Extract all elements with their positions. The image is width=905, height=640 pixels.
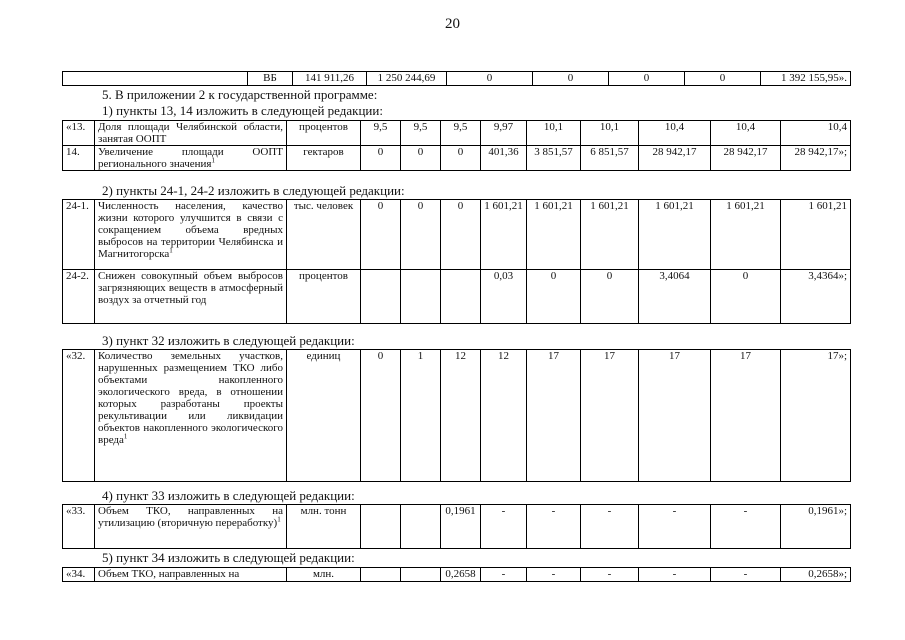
value-cell (527, 146, 581, 171)
unit-cell-text: тыс. человек (293, 200, 354, 212)
indicator-name (95, 121, 287, 146)
value-cell-text: 17»; (827, 350, 847, 362)
value-cell (639, 146, 711, 171)
value-cell (481, 146, 527, 171)
value-cell-text: 17 (604, 350, 615, 362)
value-cell (441, 350, 481, 482)
value-cell-text: 9,5 (413, 121, 428, 133)
indicator-name-text: Количество земельных участков, нарушенных размещением ТКО либо объектами накопленного экологического вреда, в отношении которых разработаны проекты рекультивации или ликвидации объектов накопленного экологического вреда (98, 350, 283, 446)
value-cell-text: 17 (669, 350, 680, 362)
table-row (63, 270, 851, 324)
value-cell-text: 0 (417, 200, 424, 212)
value-cell (527, 270, 581, 324)
unit-cell (287, 200, 361, 270)
value-cell-text: 0 (742, 270, 749, 282)
value-cell-text: 12 (455, 350, 466, 362)
indicator-name (95, 350, 287, 482)
value-cell (441, 270, 481, 324)
unit-cell (287, 121, 361, 146)
value-cell-text: 3,4364»; (808, 270, 847, 282)
value-cell (481, 270, 527, 324)
value-cell-text: 17 (548, 350, 559, 362)
value-cell-text: 0 (377, 146, 384, 158)
value-cell-text: 17 (740, 350, 751, 362)
table-item-34 (62, 567, 851, 582)
value-cell-text: 0,2658 (445, 568, 476, 580)
indicator-name (95, 505, 287, 549)
value-cell-text: 6 851,57 (590, 146, 629, 158)
value-cell (481, 200, 527, 270)
value-cell (527, 350, 581, 482)
table-cell: 0 (447, 72, 533, 86)
table-continuation (62, 71, 851, 86)
amendment-item-1: 1) пункты 13, 14 изложить в следующей редакции: (102, 103, 383, 118)
value-cell-text: - (743, 505, 748, 517)
value-cell-text: 1 601,21 (534, 200, 573, 212)
value-cell (361, 121, 401, 146)
value-cell (441, 121, 481, 146)
unit-cell (287, 350, 361, 482)
value-cell (441, 568, 481, 582)
value-cell-text: 0,1961 (445, 505, 476, 517)
value-cell-text: 28 942,17 (723, 146, 768, 158)
value-cell (481, 121, 527, 146)
value-cell-text: 0 (377, 200, 384, 212)
value-cell-text: 1 601,21 (590, 200, 629, 212)
footnote-mark: 1 (211, 156, 215, 165)
value-cell (581, 270, 639, 324)
table-cell: 0 (685, 72, 761, 86)
unit-cell-text: млн. тонн (300, 505, 347, 517)
table-cell: 1 250 244,69 (367, 72, 447, 86)
row-number-text: «32. (66, 350, 86, 362)
value-cell-text: 12 (498, 350, 509, 362)
row-number (63, 200, 95, 270)
value-cell (781, 200, 851, 270)
value-cell-text: 10,4 (827, 121, 847, 133)
amendment-item-5: 5) пункт 34 изложить в следующей редакции: (102, 550, 355, 565)
row-number-text: 24-1. (66, 200, 89, 212)
value-cell (401, 146, 441, 171)
table-cell (63, 72, 248, 86)
value-cell-text: - (743, 568, 748, 580)
indicator-name (95, 568, 287, 582)
row-number (63, 505, 95, 549)
value-cell-text: 1 601,21 (655, 200, 694, 212)
table-row (63, 568, 851, 582)
table-cell: 0 (609, 72, 685, 86)
value-cell-text: 0,03 (493, 270, 514, 282)
value-cell (527, 568, 581, 582)
table-row (63, 146, 851, 171)
table-item-32 (62, 349, 851, 482)
value-cell (711, 146, 781, 171)
value-cell-text: - (607, 505, 612, 517)
value-cell (711, 505, 781, 549)
table-cell: ВБ (248, 72, 293, 86)
value-cell-text: 1 601,21 (726, 200, 765, 212)
row-number-text: «13. (66, 121, 86, 133)
row-number (63, 350, 95, 482)
value-cell-text: 1 601,21 (484, 200, 523, 212)
row-number-text: 24-2. (66, 270, 89, 282)
row-number (63, 146, 95, 171)
value-cell-text: 9,5 (453, 121, 468, 133)
amendment-item-4: 4) пункт 33 изложить в следующей редакции: (102, 488, 355, 503)
value-cell-text: 10,4 (664, 121, 685, 133)
value-cell (481, 568, 527, 582)
value-cell (781, 121, 851, 146)
indicator-name-text: Доля площади Челябинской области, занятая ООПТ (98, 121, 283, 145)
value-cell (361, 270, 401, 324)
value-cell (711, 121, 781, 146)
unit-cell-text: процентов (299, 270, 348, 282)
row-number-text: «34. (66, 568, 86, 580)
value-cell (581, 568, 639, 582)
value-cell (581, 350, 639, 482)
value-cell (441, 146, 481, 171)
value-cell (401, 505, 441, 549)
value-cell (441, 200, 481, 270)
table-row (63, 72, 851, 86)
table-row (63, 121, 851, 146)
value-cell-text: 0 (457, 200, 464, 212)
table-row (63, 505, 851, 549)
row-number (63, 121, 95, 146)
value-cell (361, 146, 401, 171)
value-cell (401, 200, 441, 270)
value-cell (781, 350, 851, 482)
value-cell (711, 350, 781, 482)
indicator-name-text: Численность населения, качество жизни которого улучшится в связи с сокращением объема вредных выбросов на территории Челябинска и Магнитогорска (98, 200, 283, 260)
footnote-mark: 1 (123, 432, 128, 441)
value-cell-text: 0 (377, 350, 384, 362)
unit-cell-text: процентов (299, 121, 348, 133)
table-items-24 (62, 199, 851, 324)
amendment-item-3: 3) пункт 32 изложить в следующей редакции: (102, 333, 355, 348)
value-cell (781, 568, 851, 582)
value-cell (361, 200, 401, 270)
value-cell (401, 350, 441, 482)
value-cell-text: 1 601,21 (808, 200, 847, 212)
value-cell-text: - (551, 568, 556, 580)
value-cell-text: 0,1961»; (808, 505, 847, 517)
value-cell-text: 0 (606, 270, 613, 282)
indicator-name-text: Увеличение площади ООПТ регионального значения (98, 146, 283, 170)
value-cell-text: 0 (457, 146, 464, 158)
indicator-name (95, 146, 287, 171)
indicator-name-text: Объем ТКО, направленных на (98, 568, 240, 580)
unit-cell-text: единиц (306, 350, 341, 362)
value-cell (711, 568, 781, 582)
table-cell: 0 (533, 72, 609, 86)
value-cell-text: 0 (550, 270, 557, 282)
value-cell-text: - (501, 505, 506, 517)
value-cell (401, 121, 441, 146)
unit-cell (287, 146, 361, 171)
value-cell (481, 505, 527, 549)
value-cell (639, 270, 711, 324)
value-cell (581, 505, 639, 549)
table-cell: 1 392 155,95». (761, 72, 851, 86)
value-cell (639, 350, 711, 482)
value-cell-text: 9,5 (373, 121, 388, 133)
value-cell (639, 121, 711, 146)
amendment-heading: 5. В приложении 2 к государственной программе: (102, 87, 378, 102)
value-cell (527, 200, 581, 270)
footnote-mark: 1 (277, 515, 281, 524)
value-cell (781, 146, 851, 171)
value-cell-text: - (551, 505, 556, 517)
value-cell-text: - (501, 568, 506, 580)
row-number (63, 568, 95, 582)
table-row (63, 200, 851, 270)
value-cell (639, 568, 711, 582)
value-cell (527, 121, 581, 146)
indicator-name-text: Объем ТКО, направленных на утилизацию (вторичную переработку) (98, 505, 283, 529)
value-cell (527, 505, 581, 549)
value-cell (361, 568, 401, 582)
value-cell-text: 1 (417, 350, 424, 362)
page-number: 20 (445, 16, 460, 32)
value-cell-text: - (607, 568, 612, 580)
footnote-mark: 1 (169, 246, 173, 255)
value-cell (581, 146, 639, 171)
table-item-33 (62, 504, 851, 549)
value-cell (581, 121, 639, 146)
indicator-name (95, 200, 287, 270)
value-cell-text: 401,36 (488, 146, 519, 158)
indicator-name-text: Снижен совокупный объем выбросов загрязняющих веществ в атмосферный воздух за отчетный год (98, 270, 283, 306)
unit-cell-text: млн. (312, 568, 335, 580)
value-cell (361, 505, 401, 549)
value-cell (781, 505, 851, 549)
value-cell-text: 10,1 (599, 121, 620, 133)
value-cell (401, 270, 441, 324)
amendment-item-2: 2) пункты 24-1, 24-2 изложить в следующей редакции: (102, 183, 405, 198)
value-cell-text: 3 851,57 (534, 146, 573, 158)
value-cell-text: - (672, 505, 677, 517)
value-cell-text: 10,4 (735, 121, 756, 133)
table-row (63, 350, 851, 482)
value-cell-text: 3,4064 (659, 270, 690, 282)
value-cell (781, 270, 851, 324)
value-cell-text: 28 942,17 (652, 146, 697, 158)
value-cell-text: - (672, 568, 677, 580)
value-cell (711, 200, 781, 270)
value-cell (639, 200, 711, 270)
unit-cell (287, 505, 361, 549)
table-items-13-14 (62, 120, 851, 171)
value-cell (361, 350, 401, 482)
value-cell (639, 505, 711, 549)
unit-cell (287, 568, 361, 582)
row-number (63, 270, 95, 324)
indicator-name (95, 270, 287, 324)
value-cell (441, 505, 481, 549)
value-cell-text: 28 942,17»; (794, 146, 847, 158)
unit-cell-text: гектаров (303, 146, 344, 158)
value-cell-text: 9,97 (493, 121, 514, 133)
value-cell (581, 200, 639, 270)
row-number-text: «33. (66, 505, 86, 517)
row-number-text: 14. (66, 146, 80, 158)
value-cell (401, 568, 441, 582)
value-cell (481, 350, 527, 482)
value-cell-text: 0,2658»; (808, 568, 847, 580)
value-cell-text: 0 (417, 146, 424, 158)
table-cell: 141 911,26 (293, 72, 367, 86)
unit-cell (287, 270, 361, 324)
value-cell-text: 10,1 (543, 121, 564, 133)
value-cell (711, 270, 781, 324)
